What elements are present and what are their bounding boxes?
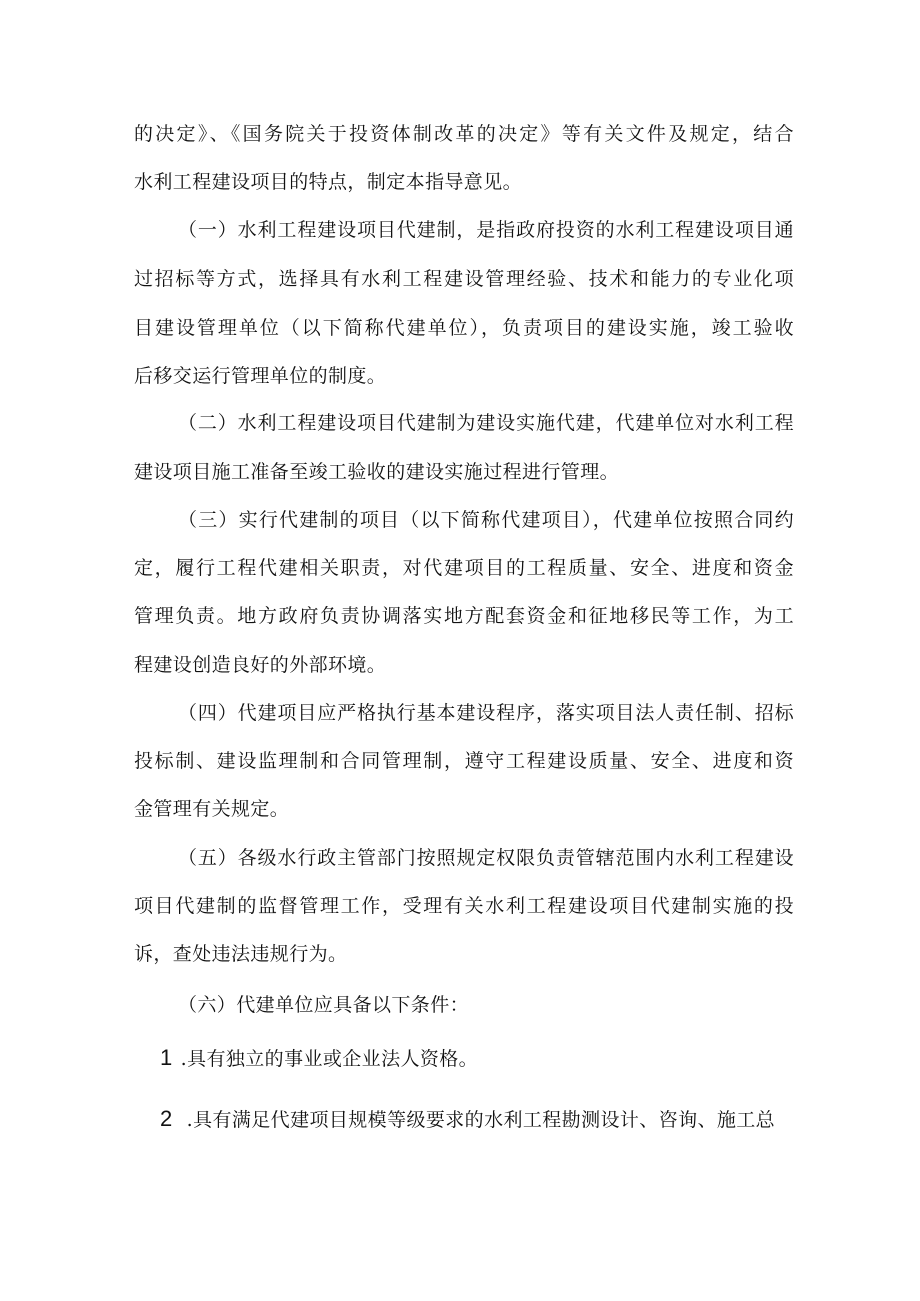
text-line: （四）代建项目应严格执行基本建设程序，落实项目法人责任制、招标 — [178, 702, 794, 724]
list-item — [160, 1102, 794, 1136]
list-item-text: .具有独立的事业或企业法人资格。 — [180, 1048, 479, 1070]
text-line: 定，履行工程代建相关职责，对代建项目的工程质量、安全、进度和资金 — [134, 557, 794, 579]
text-line: 建设项目施工准备至竣工验收的建设实施过程进行管理。 — [134, 461, 620, 483]
text-line: 投标制、建设监理制和合同管理制，遵守工程建设质量、安全、进度和资 — [134, 750, 794, 772]
text-line: 水利工程建设项目的特点，制定本指导意见。 — [134, 171, 523, 193]
text-line: （二）水利工程建设项目代建制为建设实施代建，代建单位对水利工程 — [178, 412, 794, 434]
text-line: 管理负责。地方政府负责协调落实地方配套资金和征地移民等工作，为工 — [134, 605, 794, 627]
text-line: 项目代建制的监督管理工作，受理有关水利工程建设项目代建制实施的投 — [134, 895, 794, 917]
text-line: （一）水利工程建设项目代建制，是指政府投资的水利工程建设项目通 — [178, 219, 794, 241]
text-line: （六）代建单位应具备以下条件： — [178, 994, 470, 1016]
text-line: （三）实行代建制的项目（以下简称代建项目），代建单位按照合同约 — [178, 509, 794, 531]
text-line: 程建设创造良好的外部环境。 — [134, 654, 387, 676]
text-line: 后移交运行管理单位的制度。 — [134, 365, 387, 387]
text-line: 的决定》、《国务院关于投资体制改革的决定》等有关文件及规定，结合 — [134, 123, 794, 145]
text-line: （五）各级水行政主管部门按照规定权限负责管辖范围内水利工程建设 — [178, 847, 794, 869]
list-item-number: 2 — [160, 1106, 173, 1131]
list-item-number: 1 — [160, 1045, 173, 1070]
list-item — [160, 1041, 794, 1075]
text-line: 过招标等方式，选择具有水利工程建设管理经验、技术和能力的专业化项 — [134, 268, 794, 290]
text-line: 诉，查处违法违规行为。 — [134, 943, 348, 965]
list-item-text: .具有满足代建项目规模等级要求的水利工程勘测设计、咨询、施工总 — [186, 1109, 776, 1131]
text-line: 目建设管理单位（以下简称代建单位），负责项目的建设实施，竣工验收 — [134, 317, 794, 339]
text-line: 金管理有关规定。 — [134, 798, 290, 820]
